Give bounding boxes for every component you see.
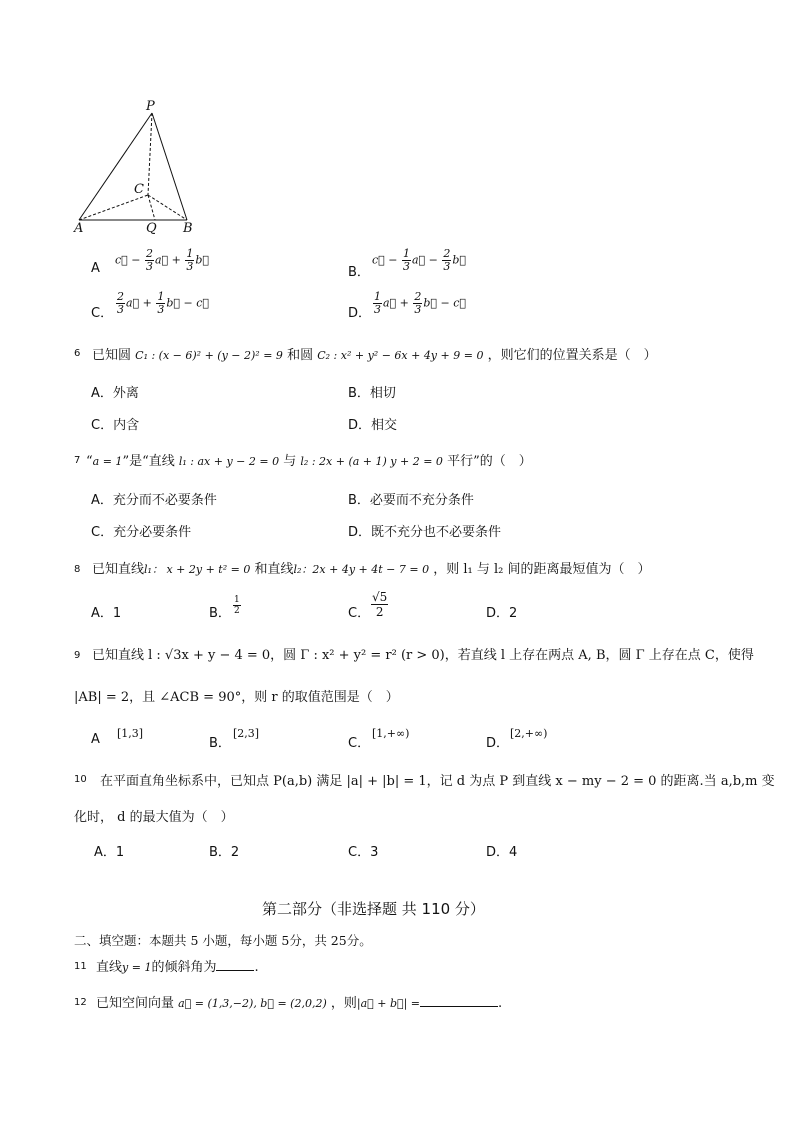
q11-answer-blank[interactable] <box>216 970 254 971</box>
label-a: A <box>74 221 84 236</box>
label-c: C <box>134 182 144 197</box>
q7-option-b: B．必要而不充分条件 <box>348 493 474 508</box>
q7-option-a: A．充分而不必要条件 <box>91 493 217 508</box>
edge-pc <box>148 113 152 195</box>
section-title: 二、填空题：本题共 5 小题，每小题 5分，共 25分。 <box>74 933 372 948</box>
q9-number: 9 <box>74 650 81 661</box>
q5-option-c-text: $\frac{2}{3}$ a⃗ + $\frac{1}{3}$ b⃗ − c⃗ <box>117 290 209 316</box>
q6-option-b: B．相切 <box>348 386 396 401</box>
q10-line2: 化时， d 的最大值为（ ） <box>74 810 234 825</box>
q7-stem: “a = 1”是“直线 l₁ : ax + y − 2 = 0 与 l₂ : 2x + (a + 1) y + 2 = 0 平行”的（ ） <box>86 454 532 469</box>
q9-option-c-value: [1,+∞) <box>372 727 410 740</box>
q7-option-c: C．充分必要条件 <box>91 525 192 540</box>
q8-option-c-letter: C． <box>348 606 371 621</box>
q9-line2: |AB| = 2，且 ∠ACB = 90°，则 r 的取值范围是（ ） <box>74 690 399 705</box>
q10-option-a: A．1 <box>94 845 125 860</box>
q10-option-c: C．3 <box>348 845 379 860</box>
label-b: B <box>183 221 193 236</box>
q8-option-c-value: $\frac{√5}{2}$ <box>372 590 388 619</box>
q9-option-a-letter: A <box>91 732 100 747</box>
q11-number: 11 <box>74 961 87 972</box>
q7-option-d: D．既不充分也不必要条件 <box>348 525 502 540</box>
edge-ac <box>79 195 148 220</box>
q12-number: 12 <box>74 997 87 1008</box>
q8-number: 8 <box>74 564 81 575</box>
q6-option-d: D．相交 <box>348 418 398 433</box>
edge-pa <box>79 113 152 220</box>
q5-option-c-letter: C． <box>91 306 114 321</box>
q7-number: 7 <box>74 455 81 466</box>
part2-title: 第二部分（非选择题 共 110 分） <box>262 900 485 918</box>
edge-pb <box>152 113 187 220</box>
label-q: Q <box>146 221 157 236</box>
q8-option-a: A．1 <box>91 606 122 621</box>
q5-option-d-text: $\frac{1}{3}$ a⃗ + $\frac{2}{3}$ b⃗ − c⃗ <box>374 290 466 316</box>
q5-option-b-letter: B． <box>348 265 370 280</box>
q6-option-c: C．内含 <box>91 418 140 433</box>
q5-option-b-text: c⃗ − $\frac{1}{3}$ a⃗ − $\frac{2}{3}$ b⃗ <box>372 247 467 273</box>
q5-option-a-text: c⃗ − $\frac{2}{3}$ a⃗ + $\frac{1}{3}$ b⃗ <box>115 247 210 273</box>
q10-number: 10 <box>74 774 87 785</box>
q6-option-a: A．外离 <box>91 386 139 401</box>
q8-stem: 已知直线l₁： x + 2y + t² = 0 和直线l₂：2x + 4y + 4t − 7 = 0 ，则 l₁ 与 l₂ 间的距离最短值为（ ） <box>92 562 651 577</box>
q6-stem: 已知圆 C₁ : (x − 6)² + (y − 2)² = 9 和圆 C₂ : x² + y² − 6x + 4y + 9 = 0 ，则它们的位置关系是（ ） <box>92 348 657 363</box>
q9-option-b-value: [2,3] <box>233 727 260 740</box>
q12-answer-blank[interactable] <box>420 1006 498 1007</box>
q8-option-b-value: $\frac{1}{2}$ <box>234 595 240 616</box>
q9-option-c-letter: C． <box>348 736 371 751</box>
q6-number: 6 <box>74 348 81 359</box>
q10-line1: 在平面直角坐标系中，已知点 P(a,b) 满足 |a| + |b| = 1，记 d 为点 P 到直线 x − my − 2 = 0 的距离.当 a,b,m 变 <box>100 774 775 789</box>
q9-line1: 已知直线 l : √3x + y − 4 = 0，圆 Γ : x² + y² = r² (r > 0)，若直线 l 上存在两点 A, B，圆 Γ 上存在点 C，使得 <box>92 648 754 663</box>
q9-option-d-letter: D． <box>486 736 510 751</box>
q10-option-b: B．2 <box>209 845 240 860</box>
q11-stem: 直线y = 1的倾斜角为 . <box>96 960 259 975</box>
q5-option-d-letter: D． <box>348 306 372 321</box>
q8-option-b-letter: B． <box>209 606 231 621</box>
q9-option-d-value: [2,+∞) <box>510 727 548 740</box>
label-p: P <box>146 99 155 114</box>
q12-stem: 已知空间向量 a⃗ = (1,3,−2), b⃗ = (2,0,2) ，则|a⃗ + b⃗| = . <box>96 996 503 1011</box>
q8-option-d: D．2 <box>486 606 518 621</box>
q9-option-a-value: [1,3] <box>117 727 144 740</box>
q5-option-a-letter: A <box>91 261 100 276</box>
q9-option-b-letter: B． <box>209 736 231 751</box>
q10-option-d: D．4 <box>486 845 518 860</box>
